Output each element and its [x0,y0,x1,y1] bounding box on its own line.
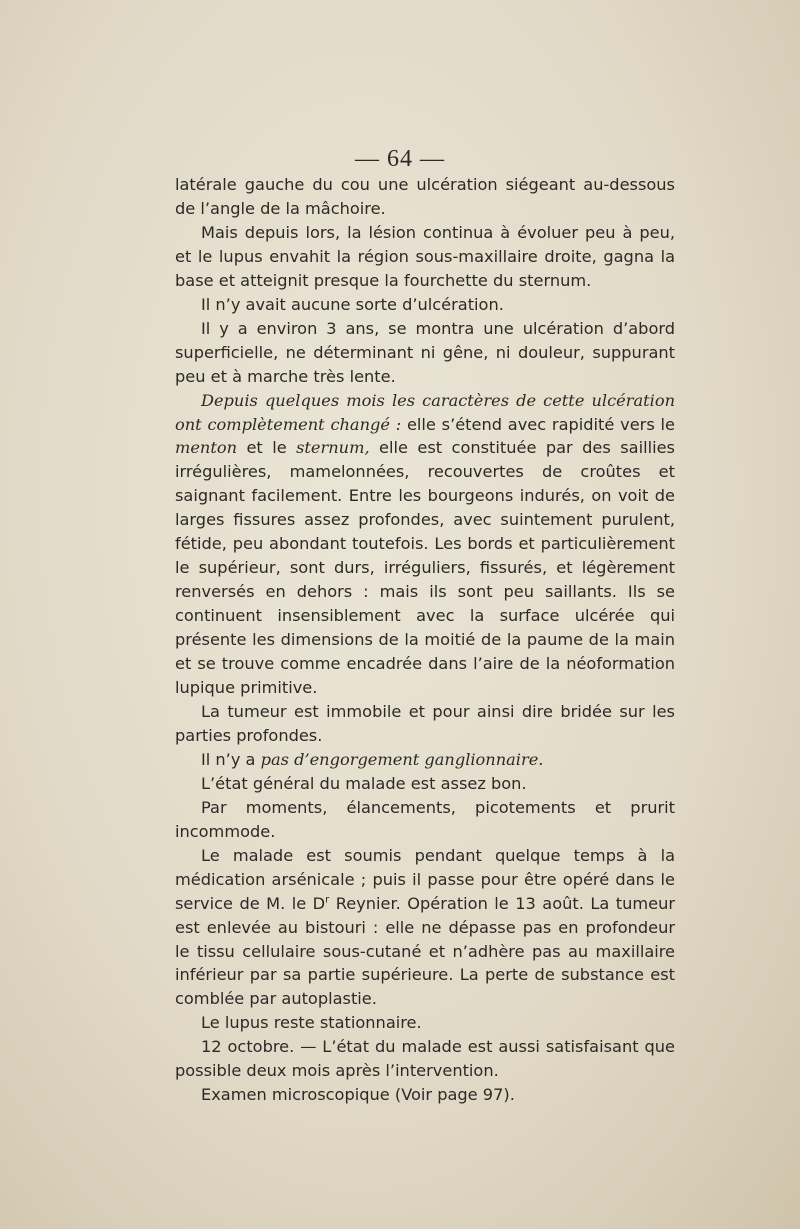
text-run: Le malade est soumis pendant quelque temps à la médication arsénicale ; puis il passe pour être opéré dans le service de M. le D [175,845,675,913]
paragraph: La tumeur est immobile et pour ainsi dire bridée sur les parties profondes. [175,701,675,745]
paragraph [175,844,675,1012]
paragraph: Il n’y avait aucune sorte d’ulcération. [201,294,504,314]
paragraph: Examen microscopique (Voir page 97). [201,1085,515,1105]
text-run: elle s’étend avec rapidité vers le [401,414,675,434]
italic-text: menton [175,438,238,458]
paragraph [175,389,675,700]
paragraph: Il y a environ 3 ans, se montra une ulcération d’abord superficielle, ne déterminant ni gêne, ni douleur, suppurant peu et à marche très lente. [175,318,675,386]
italic-text: pas d’engorgement ganglionnaire. [260,749,544,769]
superscript: r [325,894,330,906]
paragraph: latérale gauche du cou une ulcération siégeant au-dessous de l’angle de la mâchoire. [175,175,675,218]
text-run: Il n’y a [201,749,261,769]
paragraph: Le lupus reste stationnaire. [201,1013,422,1033]
paragraph [175,748,675,772]
text-run: Reynier. Opération le 13 août. La tumeur est enlevée au bistouri : elle ne dépasse pas en profondeur le tissu cellulaire sous-cutané et n’adhère pas au maxillaire inférieur par sa partie supérieure. La perte de substance est comblée par autoplastie. [175,893,675,1009]
italic-text: sternum, [296,438,370,458]
paragraph: Mais depuis lors, la lésion continua à évoluer peu à peu, et le lupus envahit la région sous-maxillaire droite, gagna la base et atteignit presque la fourchette du sternum. [175,222,675,290]
text-run: et le [237,438,297,458]
paragraph: Par moments, élancements, picotements et prurit incommode. [175,797,675,841]
paragraph: L’état général du malade est assez bon. [201,773,527,793]
body-text [175,173,675,1107]
text-run: elle est constituée par des saillies irrégulières, mamelonnées, recouvertes de croûtes et saignant facilement. Entre les bourgeons indurés, on voit de larges fissures assez profondes, avec suintement purulent, fétide, peu abondant toutefois. Les bords et particulièrement le supérieur, sont durs, irréguliers, fissurés, et légèrement renversés en dehors : mais ils sont peu saillants. Ils se continuent insensiblement avec la surface ulcérée qui présente les dimensions de la moitié de la paume de la main et se trouve comme encadrée dans l’aire de la néoformation lupique primitive. [175,438,675,698]
page-number: — 64 — [355,146,445,172]
italic-text: Depuis quelques mois les caractères de cette ulcération ont complètement changé : [175,390,675,434]
paragraph: 12 octobre. — L’état du malade est aussi satisfaisant que possible deux mois après l’intervention. [175,1037,675,1081]
